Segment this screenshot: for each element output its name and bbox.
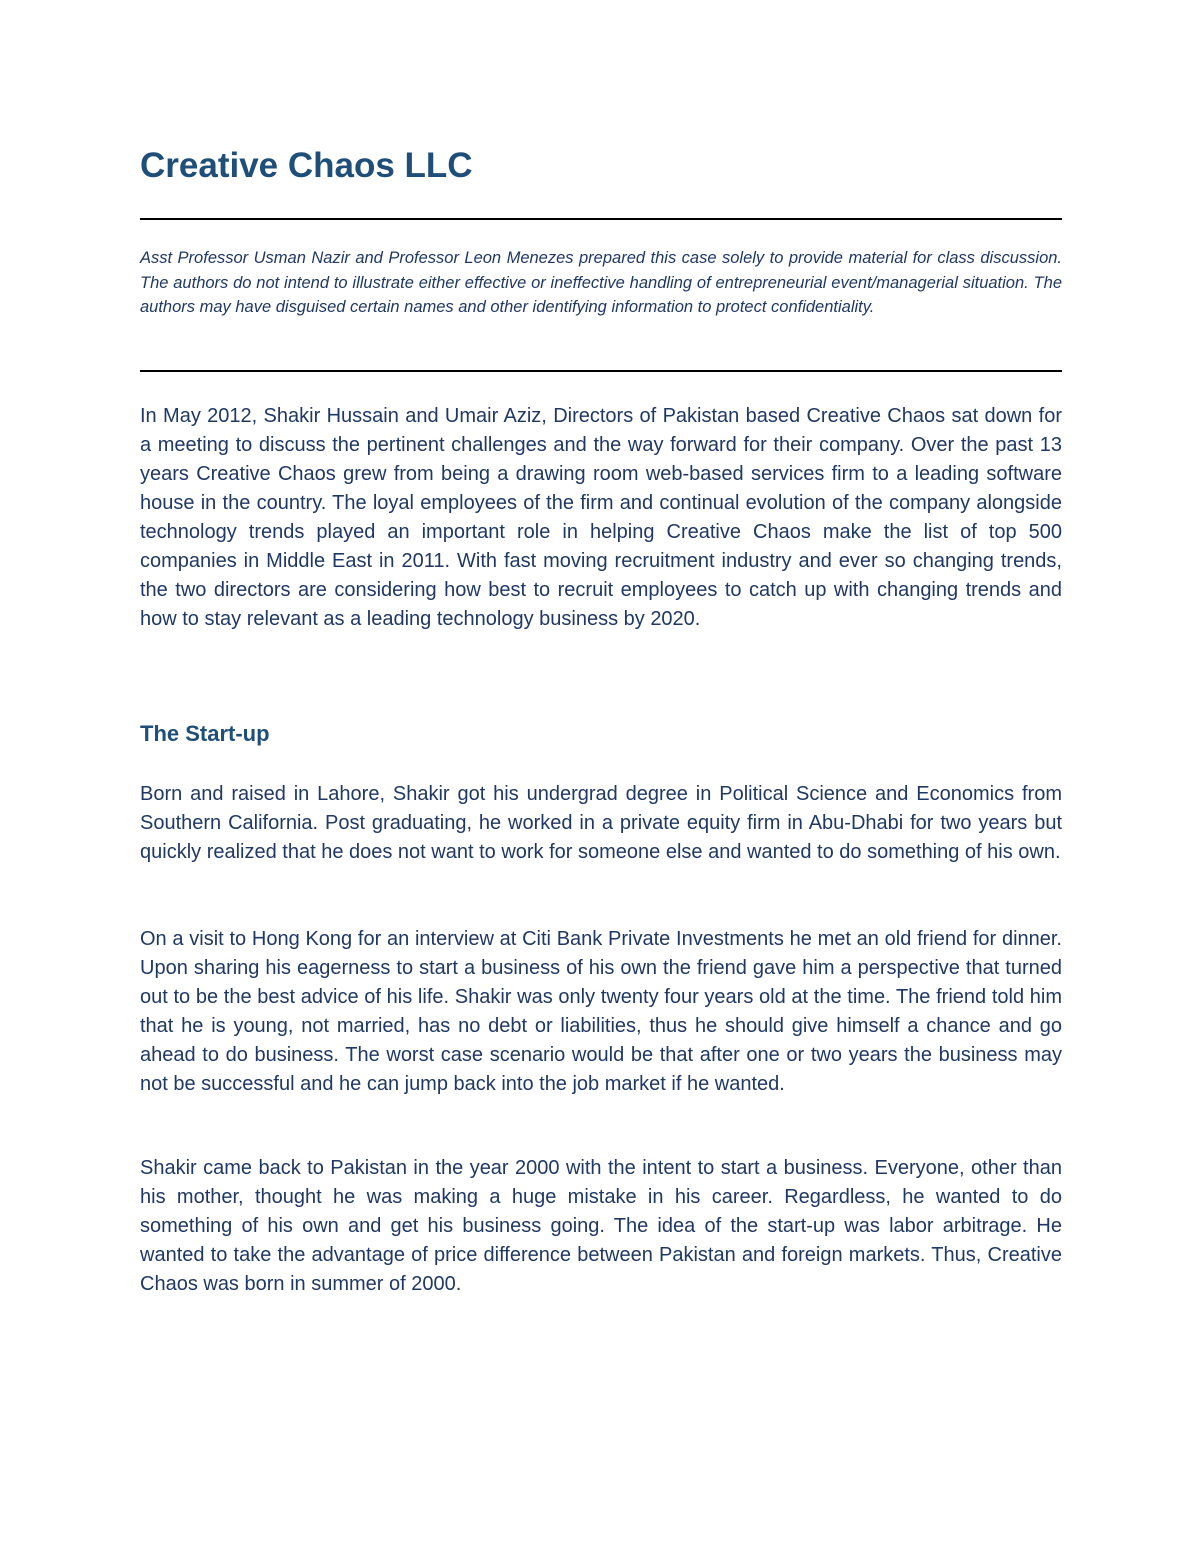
startup-paragraph-3: Shakir came back to Pakistan in the year 2000 with the intent to start a business. Everyone, other than his mother, thought he was making a huge mistake in his career. Regardless, he wanted to do something of his own and get his business going. The idea of the start-up was labor arbitrage. He wanted to take the advantage of price difference between Pakistan and foreign markets. Thus, Creative Chaos was born in summer of 2000. <box>140 1157 1062 1295</box>
bottom-divider <box>140 370 1062 372</box>
case-disclaimer: Asst Professor Usman Nazir and Professor Leon Menezes prepared this case solely to provide material for class discussion. The authors do not intend to illustrate either effective or ineffective handling of entrepreneurial event/managerial situation. The authors may have disguised certain names and other identifying information to protect confidentiality. <box>140 249 1062 316</box>
startup-paragraph-2: On a visit to Hong Kong for an interview at Citi Bank Private Investments he met an old friend for dinner. Upon sharing his eagerness to start a business of his own the friend gave him a perspective that turned out to be the best advice of his life. Shakir was only twenty four years old at the time. The friend told him that he is young, not married, has no debt or liabilities, thus he should give himself a chance and go ahead to do business. The worst case scenario would be that after one or two years the business may not be successful and he can jump back into the job market if he wanted. <box>140 928 1062 1095</box>
top-divider <box>140 218 1062 220</box>
section-heading-startup: The Start-up <box>140 721 270 746</box>
document-title: Creative Chaos LLC <box>140 146 473 185</box>
intro-paragraph: In May 2012, Shakir Hussain and Umair Aziz, Directors of Pakistan based Creative Chaos sat down for a meeting to discuss the pertinent challenges and the way forward for their company. Over the past 13 years Creative Chaos grew from being a drawing room web-based services firm to a leading software house in the country. The loyal employees of the firm and continual evolution of the company alongside technology trends played an important role in helping Creative Chaos make the list of top 500 companies in Middle East in 2011. With fast moving recruitment industry and ever so changing trends, the two directors are considering how best to recruit employees to catch up with changing trends and how to stay relevant as a leading technology business by 2020. <box>140 405 1062 630</box>
startup-paragraph-1: Born and raised in Lahore, Shakir got his undergrad degree in Political Science and Economics from Southern California. Post graduating, he worked in a private equity firm in Abu-Dhabi for two years but quickly realized that he does not want to work for someone else and wanted to do something of his own. <box>140 783 1062 863</box>
